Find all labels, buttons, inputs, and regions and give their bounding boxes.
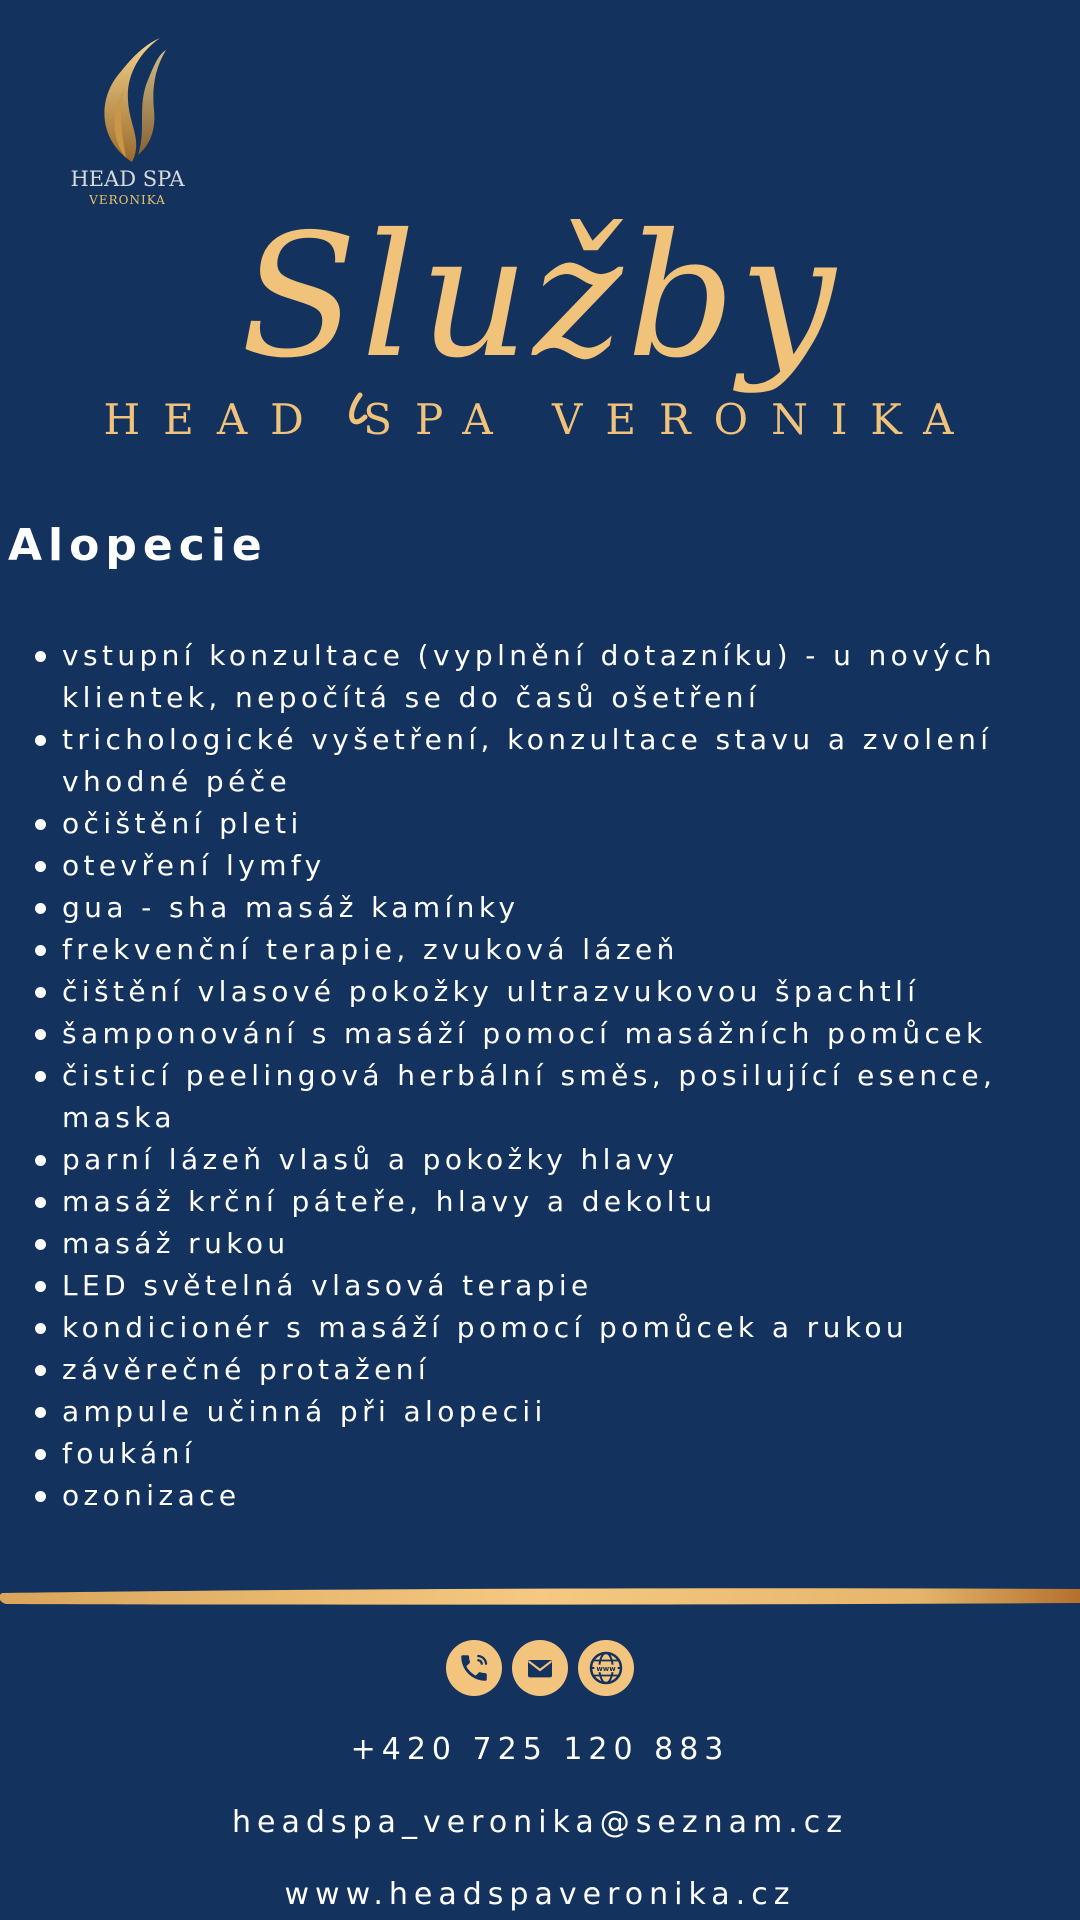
list-item: foukání [30, 1433, 1070, 1475]
script-title-text: Služby [240, 205, 840, 396]
list-item: čisticí peelingová herbální směs, posilující esence, maska [30, 1055, 1070, 1139]
list-item: závěrečné protažení [30, 1349, 1070, 1391]
list-item: šamponování s masáží pomocí masážních pomůcek [30, 1013, 1070, 1055]
list-item: masáž krční páteře, hlavy a dekoltu [30, 1181, 1070, 1223]
list-item: ozonizace [30, 1475, 1070, 1517]
globe-icon[interactable] [578, 1640, 634, 1696]
contact-phone[interactable]: +420 725 120 883 [350, 1732, 730, 1767]
hair-flame-icon [88, 30, 168, 165]
list-item: vstupní konzultace (vyplnění dotazníku) - u nových klientek, nepočítá se do časů ošetření [30, 635, 1070, 719]
list-item: otevření lymfy [30, 845, 1070, 887]
service-list [30, 635, 1070, 1517]
list-item: LED světelná vlasová terapie [30, 1265, 1070, 1307]
gold-divider [0, 1585, 1080, 1607]
list-item: trichologické vyšetření, konzultace stavu a zvolení vhodné péče [30, 719, 1070, 803]
section-heading: Alopecie [8, 520, 268, 571]
logo-name: HEAD SPA [70, 167, 185, 191]
brand-logo [50, 30, 205, 215]
phone-icon[interactable] [446, 1640, 502, 1696]
logo-subname: VERONIKA [89, 193, 166, 207]
list-item: ampule učinná při alopecii [30, 1391, 1070, 1433]
list-item: kondicionér s masáží pomocí pomůcek a rukou [30, 1307, 1070, 1349]
mail-icon[interactable] [512, 1640, 568, 1696]
list-item: masáž rukou [30, 1223, 1070, 1265]
contact-website[interactable]: www.headspaveronika.cz [284, 1877, 796, 1912]
list-item: frekvenční terapie, zvuková lázeň [30, 929, 1070, 971]
svg-text:www: www [596, 1665, 616, 1673]
page-subtitle: HEAD SPA VERONIKA [103, 395, 977, 444]
contact-email[interactable]: headspa_veronika@seznam.cz [231, 1805, 848, 1840]
list-item: čištění vlasové pokožky ultrazvukovou špachtlí [30, 971, 1070, 1013]
list-item: očištění pleti [30, 803, 1070, 845]
contact-icons [0, 1640, 1080, 1696]
list-item: gua - sha masáž kamínky [30, 887, 1070, 929]
list-item: parní lázeň vlasů a pokožky hlavy [30, 1139, 1070, 1181]
